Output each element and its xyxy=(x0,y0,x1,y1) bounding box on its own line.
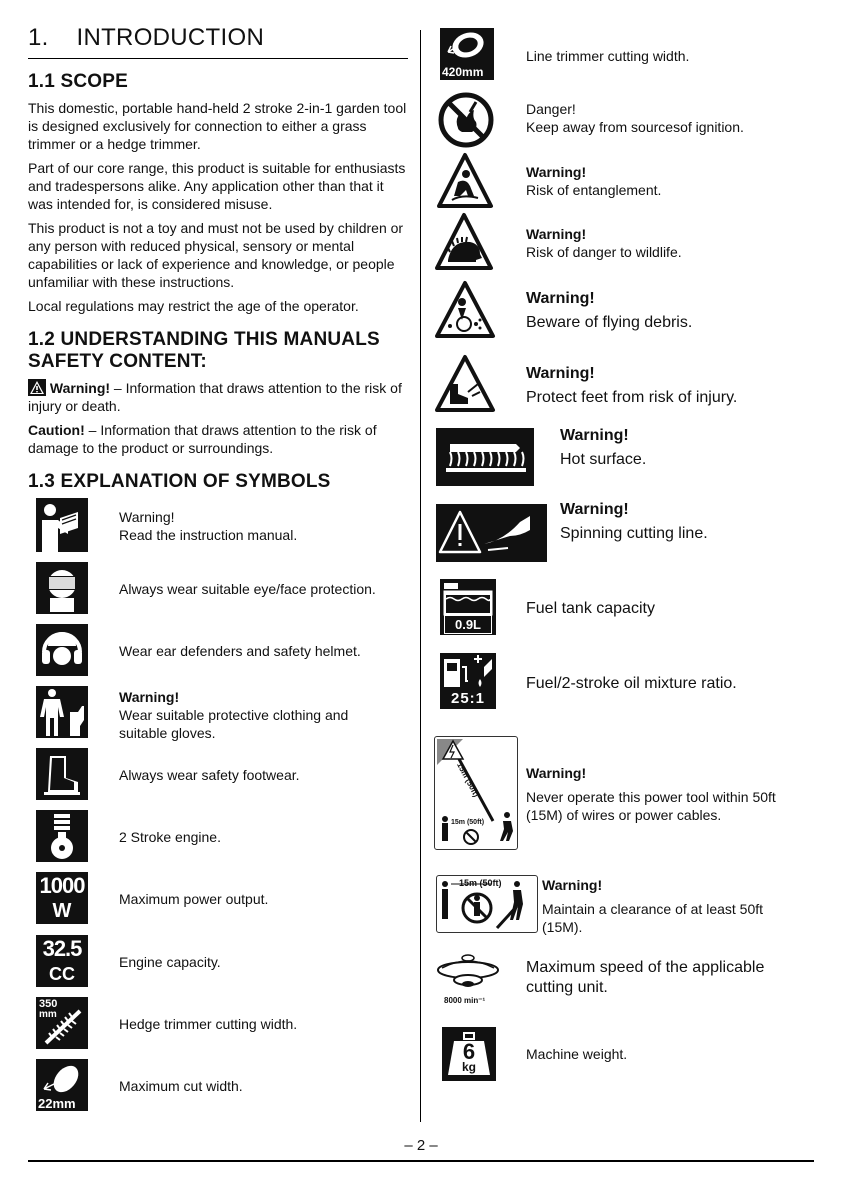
flying-debris-text xyxy=(526,287,692,335)
line-width-icon-label: 420mm xyxy=(442,65,484,79)
clearance-icon xyxy=(436,875,538,933)
fuel-tank-icon-label: 0.9L xyxy=(444,615,492,634)
foot-injury-line-2: Protect feet from risk of injury. xyxy=(526,389,738,406)
protective-clothing-line-1: Warning! xyxy=(119,689,180,705)
column-divider xyxy=(420,30,421,1122)
read-manual-line-2: Read the instruction manual. xyxy=(119,527,298,543)
scope-paragraph-2: Part of our core range, this product is suitable for enthusiasts and tradespersons alike. Any application other than that it was intended for, is considered misuse. xyxy=(28,160,406,212)
spinning-line-text xyxy=(560,498,708,546)
max-cut-text: Maximum cut width. xyxy=(119,1078,243,1094)
ignition-line-2: Keep away from sourcesof ignition. xyxy=(526,119,744,135)
flying-debris-line-1: Warning! xyxy=(526,290,595,307)
warning-triangle-icon xyxy=(28,379,46,396)
max-cut-icon-label: 22mm xyxy=(38,1096,76,1111)
hedge-width-icon-value: 350 xyxy=(39,998,58,1010)
machine-weight-icon-unit: kg xyxy=(461,1060,476,1074)
power-lines-icon-label: 15m (50ft) xyxy=(455,761,481,799)
ear-defenders-icon xyxy=(36,624,88,676)
spinning-line-icon xyxy=(436,504,547,562)
wildlife-text xyxy=(526,225,682,261)
read-manual-icon xyxy=(36,498,88,552)
protective-clothing-line-2: Wear suitable protective clothing and xyxy=(119,707,349,723)
power-lines-icon-distance: 15m (50ft) xyxy=(451,819,485,826)
entanglement-warning-icon xyxy=(436,152,494,210)
warning-text: – Information that draws attention to the risk of injury or death. xyxy=(28,380,402,414)
ear-defenders-text: Wear ear defenders and safety helmet. xyxy=(119,643,361,659)
hot-surface-line-2: Hot surface. xyxy=(560,451,647,468)
hedge-width-icon xyxy=(36,997,88,1049)
ignition-line-1: Danger! xyxy=(526,101,576,117)
wildlife-line-2: Risk of danger to wildlife. xyxy=(526,244,682,260)
chapter-number: 1. xyxy=(28,24,49,51)
fuel-tank-icon xyxy=(440,579,496,635)
machine-weight-icon-value: 6 xyxy=(462,1039,476,1064)
hot-surface-line-1: Warning! xyxy=(560,427,629,444)
eye-protection-text: Always wear suitable eye/face protection. xyxy=(119,581,376,597)
hot-surface-text xyxy=(560,424,646,472)
scope-paragraph-4: Local regulations may restrict the age of the operator. xyxy=(28,298,359,314)
machine-weight-text: Machine weight. xyxy=(526,1046,628,1062)
no-ignition-icon xyxy=(438,92,494,148)
2-stroke-text: 2 Stroke engine. xyxy=(119,829,221,845)
clearance-line-3: (15M). xyxy=(542,919,583,935)
chapter-title-text: INTRODUCTION xyxy=(76,24,265,51)
entanglement-line-1: Warning! xyxy=(526,164,587,180)
foot-injury-line-1: Warning! xyxy=(526,365,595,382)
power-icon-unit: W xyxy=(52,900,72,922)
max-speed-icon xyxy=(434,946,502,1010)
protective-clothing-text xyxy=(119,688,348,742)
caution-text: – Information that draws attention to the risk of damage to the product or surroundings. xyxy=(28,422,377,456)
spinning-line-line-2: Spinning cutting line. xyxy=(560,525,708,542)
fuel-mix-text: Fuel/2-stroke oil mixture ratio. xyxy=(526,675,737,692)
entanglement-text xyxy=(526,163,661,199)
protective-clothing-icon xyxy=(36,686,88,738)
max-speed-line-1: Maximum speed of the applicable xyxy=(526,959,765,976)
engine-icon xyxy=(36,810,88,862)
left-column xyxy=(28,24,408,493)
hedge-width-icon-unit: mm xyxy=(39,1009,57,1020)
scope-heading: 1.1 SCOPE xyxy=(28,71,129,92)
hot-surface-icon xyxy=(436,428,534,486)
wildlife-line-1: Warning! xyxy=(526,226,587,242)
capacity-icon-unit: CC xyxy=(49,964,75,984)
warning-label: Warning! xyxy=(49,380,111,396)
symbols-heading: 1.3 EXPLANATION OF SYMBOLS xyxy=(28,471,331,492)
scope-paragraph-1: This domestic, portable hand-held 2 stroke 2-in-1 garden tool is designed exclusively for connection to either a grass trimmer or a hedge trimmer. xyxy=(28,100,407,152)
caution-definition xyxy=(28,421,408,457)
safety-footwear-text: Always wear safety footwear. xyxy=(119,767,300,783)
read-manual-text xyxy=(119,508,297,544)
understanding-heading-line-1: 1.2 UNDERSTANDING THIS MANUALS xyxy=(28,329,380,350)
max-speed-text xyxy=(526,958,764,998)
max-power-text: Maximum power output. xyxy=(119,891,269,907)
power-lines-line-1: Warning! xyxy=(526,765,587,781)
engine-capacity-text: Engine capacity. xyxy=(119,954,221,970)
clearance-line-2: Maintain a clearance of at least 50ft xyxy=(542,901,764,917)
face-shield-icon xyxy=(36,562,88,614)
power-output-icon xyxy=(36,872,88,924)
capacity-icon-value: 32.5 xyxy=(42,936,82,961)
footer-rule xyxy=(28,1160,814,1162)
read-manual-line-1: Warning! xyxy=(119,509,175,525)
foot-injury-warning-icon xyxy=(434,354,496,414)
hedge-width-text: Hedge trimmer cutting width. xyxy=(119,1016,298,1032)
fuel-mix-icon-label: 25:1 xyxy=(450,690,486,707)
chapter-title xyxy=(28,24,408,59)
entanglement-line-2: Risk of entanglement. xyxy=(526,182,662,198)
foot-injury-text xyxy=(526,362,737,410)
fuel-tank-text: Fuel tank capacity xyxy=(526,600,655,617)
spinning-line-line-1: Warning! xyxy=(560,501,629,518)
flying-debris-line-2: Beware of flying debris. xyxy=(526,314,693,331)
clearance-icon-label: 15m (50ft) xyxy=(459,878,502,888)
power-icon-value: 1000 xyxy=(39,873,85,898)
engine-capacity-icon xyxy=(36,935,88,987)
understanding-heading-line-2: SAFETY CONTENT: xyxy=(28,351,207,372)
clearance-text xyxy=(542,876,763,936)
power-lines-line-3: (15M) of wires or power cables. xyxy=(526,807,722,823)
max-cut-icon xyxy=(36,1059,88,1111)
max-speed-icon-label: 8000 min⁻¹ xyxy=(444,996,486,1005)
clearance-line-1: Warning! xyxy=(542,877,603,893)
ignition-text xyxy=(526,100,744,136)
power-lines-text xyxy=(526,764,776,824)
line-width-text: Line trimmer cutting width. xyxy=(526,48,690,64)
flying-debris-warning-icon xyxy=(434,280,496,340)
safety-boot-icon xyxy=(36,748,88,800)
max-speed-line-2: cutting unit. xyxy=(526,979,608,996)
line-width-icon xyxy=(440,28,494,80)
understanding-heading xyxy=(28,329,408,373)
caution-label: Caution! xyxy=(28,422,85,438)
power-lines-line-2: Never operate this power tool within 50ft xyxy=(526,789,776,805)
page-number: – 2 – xyxy=(404,1137,438,1154)
wildlife-warning-icon xyxy=(434,212,494,272)
fuel-mix-icon xyxy=(440,653,496,709)
warning-definition xyxy=(28,379,408,415)
power-lines-icon xyxy=(434,736,518,850)
scope-paragraph-3: This product is not a toy and must not be used by children or any person with reduced physical, sensory or mental capabilities or lack of experience and knowledge, or people unfamiliar with these instructions. xyxy=(28,220,404,290)
protective-clothing-line-3: suitable gloves. xyxy=(119,725,216,741)
machine-weight-icon xyxy=(442,1027,496,1081)
